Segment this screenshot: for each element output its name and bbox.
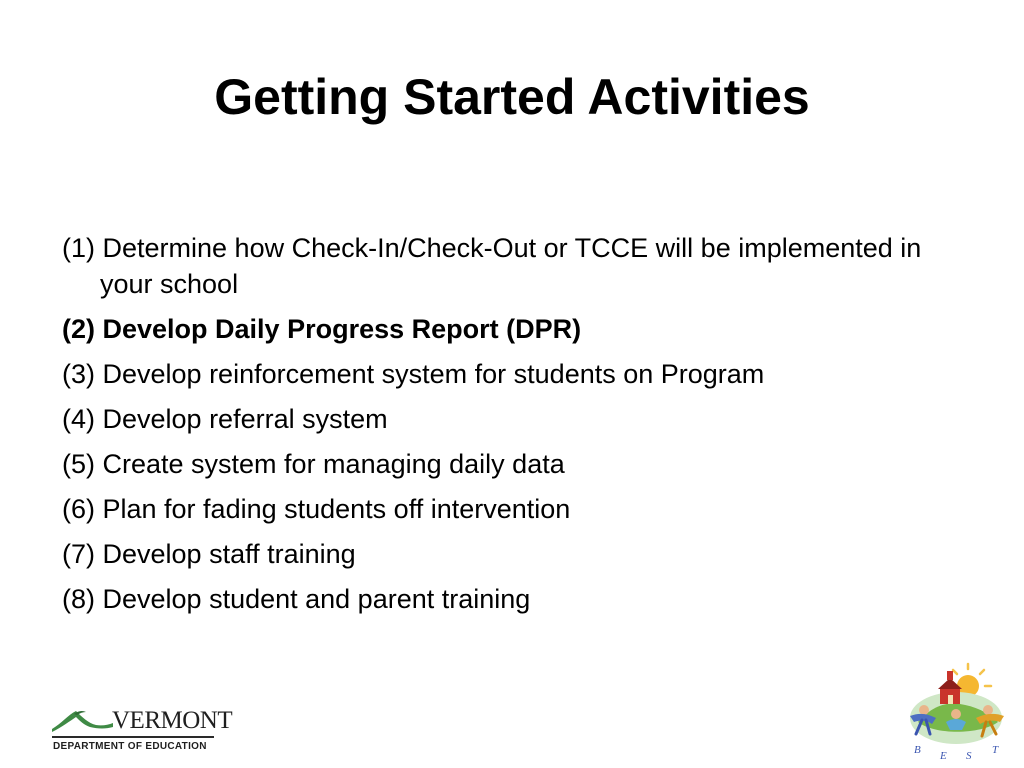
activity-item-7: (7) Develop staff training xyxy=(62,539,356,569)
activity-item-2: (2) Develop Daily Progress Report (DPR) xyxy=(62,314,582,344)
activity-list xyxy=(62,230,962,626)
vermont-name: VERMONT xyxy=(112,707,233,734)
activity-item-6: (6) Plan for fading students off intervention xyxy=(62,494,571,524)
activity-item-1: (1) Determine how Check-In/Check-Out or TCCE will be implemented in your school xyxy=(62,233,922,299)
best-logo xyxy=(902,660,1012,764)
schoolhouse-icon xyxy=(938,671,962,704)
mountain-icon xyxy=(50,705,114,737)
activity-item-4: (4) Develop referral system xyxy=(62,404,388,434)
activity-item-3: (3) Develop reinforcement system for students on Program xyxy=(62,359,765,389)
activity-item-8: (8) Develop student and parent training xyxy=(62,584,531,614)
vermont-logo xyxy=(50,705,233,757)
best-letter-e: E xyxy=(940,750,947,762)
vermont-divider xyxy=(52,736,214,738)
best-letter-b: B xyxy=(914,744,921,756)
activity-item-5: (5) Create system for managing daily data xyxy=(62,449,565,479)
best-letter-t: T xyxy=(992,744,999,756)
best-letter-s: S xyxy=(966,750,972,762)
vermont-department: DEPARTMENT OF EDUCATION xyxy=(53,741,207,752)
best-emblem-icon xyxy=(902,660,1012,748)
slide-title: Getting Started Activities xyxy=(214,69,810,125)
